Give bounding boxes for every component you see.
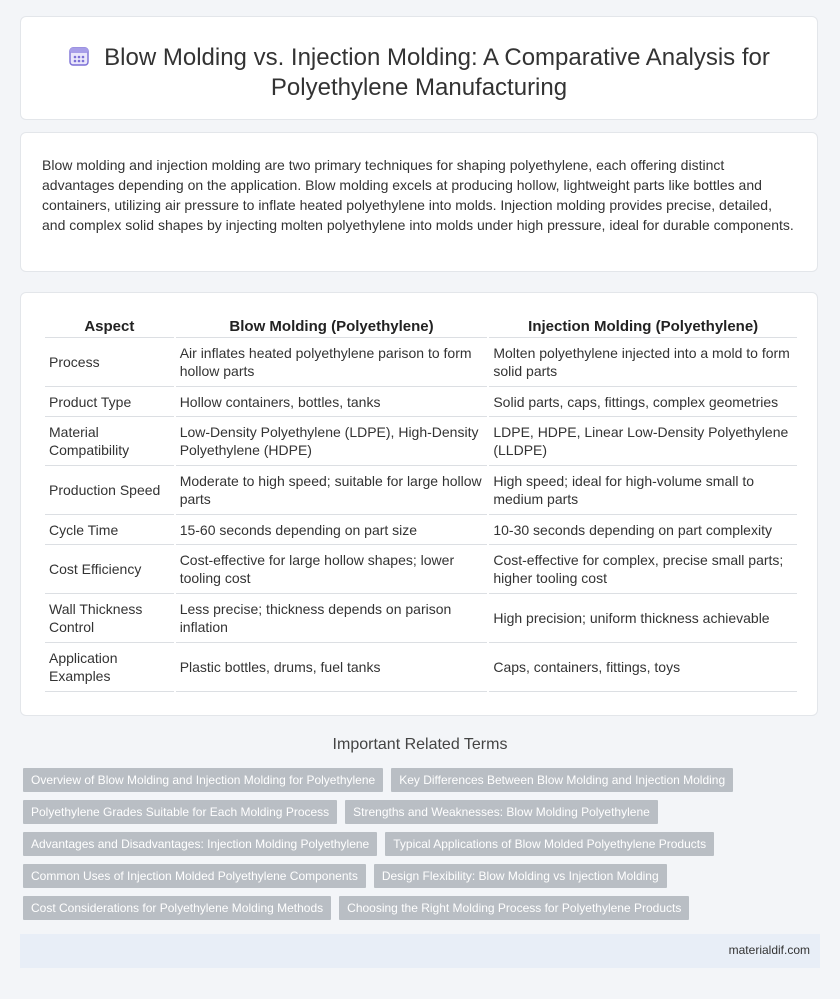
table-row xyxy=(45,515,797,545)
table-row xyxy=(45,466,797,515)
related-terms-list xyxy=(23,768,823,928)
header-injection-molding: Injection Molding (Polyethylene) xyxy=(489,315,797,338)
table-row xyxy=(45,338,797,387)
related-terms-row xyxy=(23,800,823,824)
related-terms-row xyxy=(23,768,823,792)
cell-blow-molding: Moderate to high speed; suitable for large hollow parts xyxy=(176,466,488,515)
related-term-tag[interactable]: Strengths and Weaknesses: Blow Molding Polyethylene xyxy=(345,800,658,824)
cell-blow-molding: Cost-effective for large hollow shapes; lower tooling cost xyxy=(176,545,488,594)
title-card xyxy=(20,16,818,120)
cell-injection-molding: 10-30 seconds depending on part complexity xyxy=(489,515,797,545)
cell-aspect: Wall Thickness Control xyxy=(45,594,174,643)
title-line-2: Polyethylene Manufacturing xyxy=(270,74,568,101)
cell-blow-molding: Plastic bottles, drums, fuel tanks xyxy=(176,643,488,692)
page-title xyxy=(21,43,817,103)
footer xyxy=(20,934,820,968)
related-term-tag[interactable]: Advantages and Disadvantages: Injection Molding Polyethylene xyxy=(23,832,377,856)
related-term-tag[interactable]: Overview of Blow Molding and Injection Molding for Polyethylene xyxy=(23,768,383,792)
cell-blow-molding: Hollow containers, bottles, tanks xyxy=(176,387,488,417)
intro-paragraph: Blow molding and injection molding are two primary techniques for shaping polyethylene, each offering distinct advantages depending on the application. Blow molding excels at producing hollow, lightweight parts like bottles and containers, utilizing air pressure to inflate heated polyethylene into molds. Injection molding provides precise, detailed, and complex solid shapes by injecting molten polyethylene into molds under high pressure, ideal for durable components. xyxy=(42,157,794,233)
related-term-tag[interactable]: Choosing the Right Molding Process for Polyethylene Products xyxy=(339,896,689,920)
related-terms-row xyxy=(23,896,823,920)
comparison-table xyxy=(43,315,799,692)
calendar-grid-icon xyxy=(68,45,90,67)
title-line-1: Blow Molding vs. Injection Molding: A Comparative Analysis for xyxy=(104,44,770,71)
cell-injection-molding: High speed; ideal for high-volume small to medium parts xyxy=(489,466,797,515)
header-blow-molding: Blow Molding (Polyethylene) xyxy=(176,315,488,338)
cell-blow-molding: Low-Density Polyethylene (LDPE), High-Density Polyethylene (HDPE) xyxy=(176,417,488,466)
table-row xyxy=(45,594,797,643)
cell-injection-molding: Molten polyethylene injected into a mold to form solid parts xyxy=(489,338,797,387)
cell-injection-molding: LDPE, HDPE, Linear Low-Density Polyethylene (LLDPE) xyxy=(489,417,797,466)
related-term-tag[interactable]: Cost Considerations for Polyethylene Molding Methods xyxy=(23,896,331,920)
cell-aspect: Application Examples xyxy=(45,643,174,692)
cell-aspect: Product Type xyxy=(45,387,174,417)
related-term-tag[interactable]: Typical Applications of Blow Molded Polyethylene Products xyxy=(385,832,714,856)
related-term-tag[interactable]: Design Flexibility: Blow Molding vs Injection Molding xyxy=(374,864,667,888)
cell-blow-molding: Less precise; thickness depends on parison inflation xyxy=(176,594,488,643)
header-aspect: Aspect xyxy=(45,315,174,338)
cell-aspect: Cost Efficiency xyxy=(45,545,174,594)
cell-injection-molding: Cost-effective for complex, precise small parts; higher tooling cost xyxy=(489,545,797,594)
cell-aspect: Production Speed xyxy=(45,466,174,515)
intro-card xyxy=(20,132,818,272)
table-header-row xyxy=(45,315,797,338)
cell-blow-molding: Air inflates heated polyethylene parison to form hollow parts xyxy=(176,338,488,387)
cell-injection-molding: High precision; uniform thickness achievable xyxy=(489,594,797,643)
cell-aspect: Process xyxy=(45,338,174,387)
related-term-tag[interactable]: Key Differences Between Blow Molding and Injection Molding xyxy=(391,768,733,792)
cell-injection-molding: Solid parts, caps, fittings, complex geometries xyxy=(489,387,797,417)
related-term-tag[interactable]: Polyethylene Grades Suitable for Each Molding Process xyxy=(23,800,337,824)
table-row xyxy=(45,387,797,417)
table-row xyxy=(45,643,797,692)
related-terms-row xyxy=(23,864,823,888)
cell-injection-molding: Caps, containers, fittings, toys xyxy=(489,643,797,692)
cell-blow-molding: 15-60 seconds depending on part size xyxy=(176,515,488,545)
footer-site[interactable]: materialdif.com xyxy=(728,943,810,957)
comparison-table-card xyxy=(20,292,818,716)
related-term-tag[interactable]: Common Uses of Injection Molded Polyethylene Components xyxy=(23,864,366,888)
table-row xyxy=(45,417,797,466)
cell-aspect: Cycle Time xyxy=(45,515,174,545)
table-row xyxy=(45,545,797,594)
cell-aspect: Material Compatibility xyxy=(45,417,174,466)
related-terms-title: Important Related Terms xyxy=(332,736,508,753)
related-terms-row xyxy=(23,832,823,856)
